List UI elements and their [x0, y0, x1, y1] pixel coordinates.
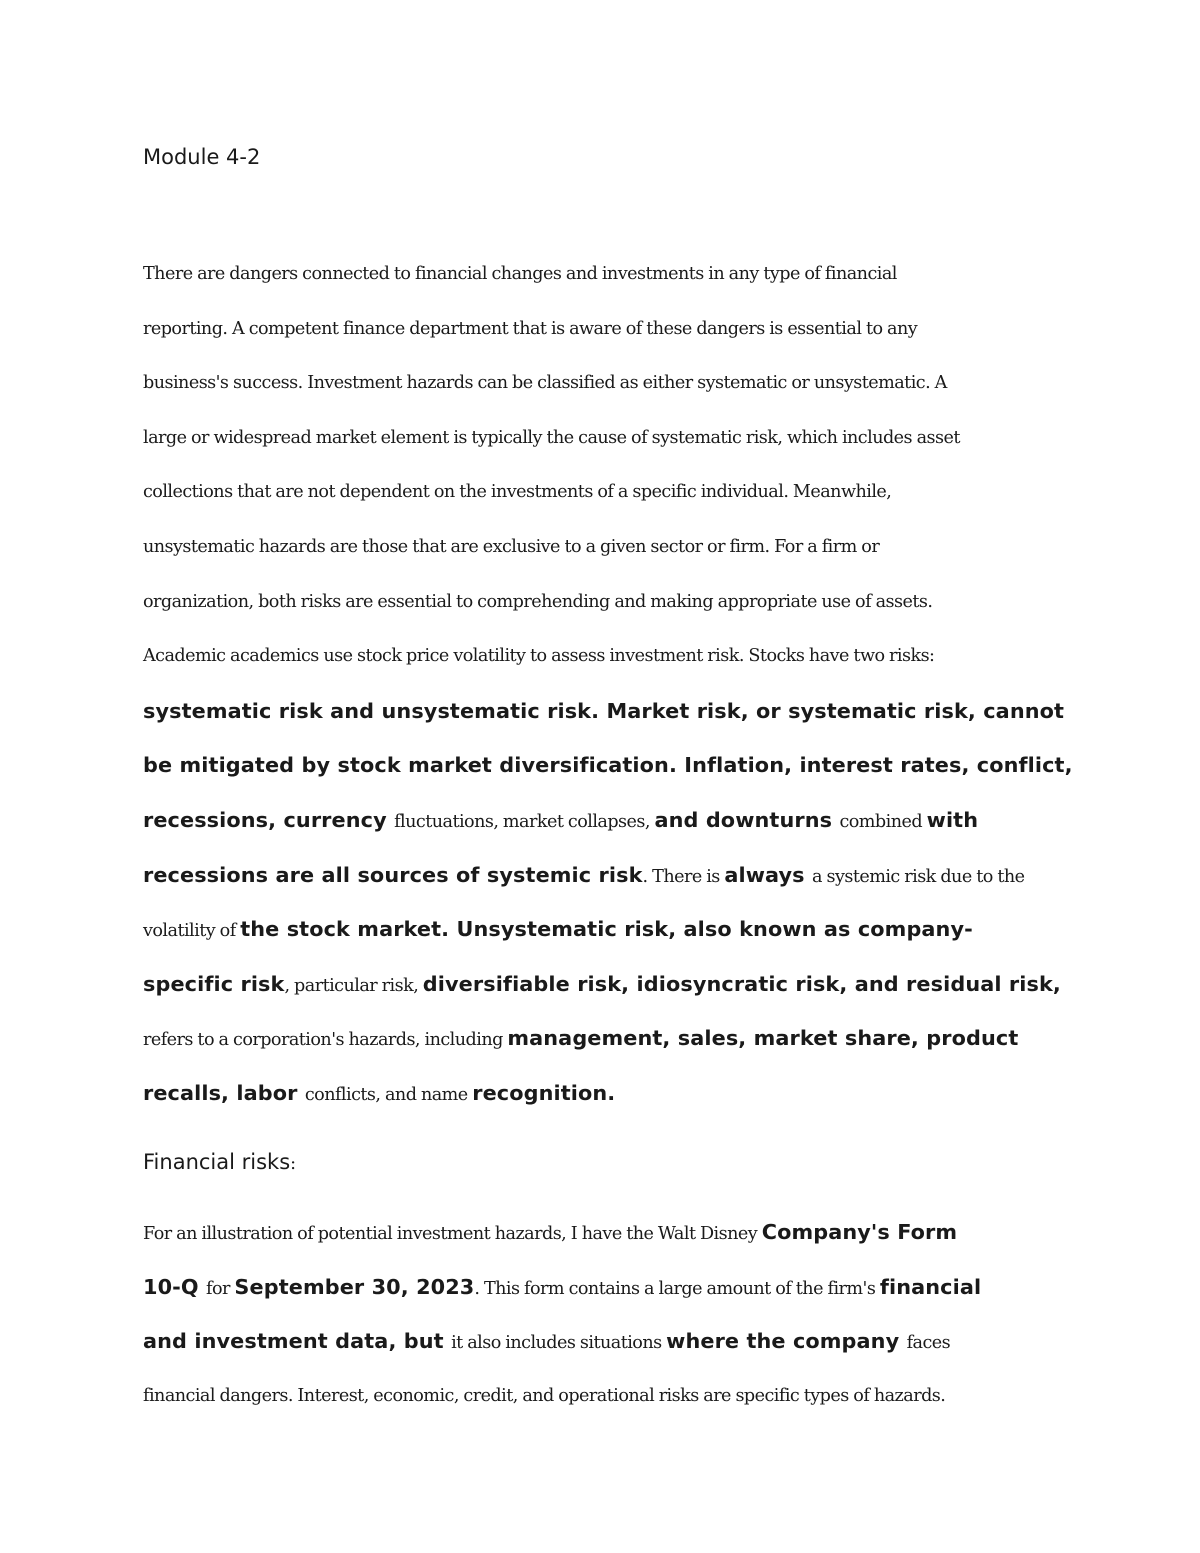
- text-run: unsystematic hazards are those that are exclusive to a given sector or firm. For a firm or: [143, 537, 880, 557]
- section-heading-colon: :: [290, 1154, 297, 1174]
- document-title: Module 4-2: [143, 145, 261, 169]
- text-run: recalls, labor: [143, 1081, 305, 1105]
- text-run: with: [926, 808, 979, 832]
- text-run: diversifiable risk, idiosyncratic risk, and residual risk,: [422, 971, 1061, 996]
- text-line: [143, 1073, 615, 1113]
- text-run: and investment data, but: [143, 1329, 452, 1354]
- text-run: recessions are all sources of systemic risk: [143, 862, 643, 887]
- text-run: , particular risk,: [284, 975, 423, 996]
- text-run: conflicts, and name: [304, 1085, 473, 1105]
- text-run: Academic academics use stock price volatility to assess investment risk. Stocks have two risks:: [143, 646, 935, 667]
- text-run: for: [206, 1278, 235, 1299]
- text-line: [143, 582, 932, 622]
- text-line: [143, 363, 947, 403]
- text-line: [143, 254, 897, 294]
- text-run: and downturns: [654, 808, 840, 832]
- text-run: 10-Q: [143, 1274, 206, 1299]
- text-run: where the company: [666, 1329, 907, 1354]
- text-run: recessions, currency: [143, 808, 395, 832]
- text-line: [143, 472, 891, 512]
- text-run: financial dangers. Interest, economic, credit, and operational risks are specific types of hazards.: [143, 1385, 946, 1406]
- text-run: recognition.: [472, 1081, 616, 1105]
- text-line: [143, 418, 960, 458]
- text-line: [143, 1267, 981, 1307]
- text-run: it also includes situations: [451, 1333, 667, 1354]
- text-run: volatility of: [143, 921, 241, 942]
- text-line: [143, 855, 1025, 895]
- text-run: faces: [906, 1333, 951, 1354]
- text-run: organization, both risks are essential to comprehending and making appropriate use of assets.: [143, 591, 933, 612]
- text-run: a systemic risk due to the: [811, 866, 1025, 887]
- text-run: large or widespread market element is typically the cause of systematic risk, which includes asset: [143, 427, 960, 448]
- text-line: [143, 964, 1061, 1004]
- text-line: [143, 1376, 945, 1416]
- text-line: [143, 691, 1064, 731]
- text-line: [143, 1212, 957, 1252]
- text-run: . There is: [642, 866, 725, 887]
- text-run: collections that are not dependent on the investments of a specific individual. Meanwhile,: [143, 482, 892, 503]
- text-run: Company's Form: [761, 1220, 958, 1244]
- text-run: There are dangers connected to financial changes and investments in any type of financial: [143, 264, 897, 284]
- text-line: [143, 309, 917, 349]
- text-line: [143, 909, 973, 949]
- text-line: [143, 527, 879, 567]
- text-run: specific risk: [143, 971, 285, 996]
- text-run: systematic risk and unsystematic risk. Market risk, or systematic risk, cannot: [143, 698, 1065, 723]
- text-run: combined: [839, 812, 927, 832]
- section-heading: [143, 1148, 296, 1178]
- text-line: [143, 1018, 1018, 1058]
- section-heading-text: Financial risks: [143, 1150, 291, 1174]
- text-run: . This form contains a large amount of the firm's: [474, 1278, 880, 1299]
- text-run: business's success. Investment hazards can be classified as either systematic or unsystematic. A: [143, 373, 947, 394]
- text-run: fluctuations, market collapses,: [394, 812, 655, 832]
- text-run: financial: [879, 1274, 982, 1299]
- text-run: management, sales, market share, product: [507, 1026, 1019, 1051]
- text-run: be mitigated by stock market diversification. Inflation, interest rates, conflict,: [143, 753, 1073, 778]
- text-line: [143, 1321, 950, 1361]
- text-line: [143, 745, 1073, 785]
- text-run: For an illustration of potential investment hazards, I have the Walt Disney: [143, 1224, 762, 1244]
- text-run: always: [724, 862, 812, 887]
- text-line: [143, 636, 934, 676]
- text-run: refers to a corporation's hazards, including: [143, 1030, 508, 1051]
- text-run: September 30, 2023: [234, 1274, 475, 1299]
- text-run: the stock market. Unsystematic risk, also known as company-: [240, 917, 973, 942]
- text-line: [143, 800, 978, 840]
- text-run: reporting. A competent finance department that is aware of these dangers is essential to any: [143, 318, 918, 339]
